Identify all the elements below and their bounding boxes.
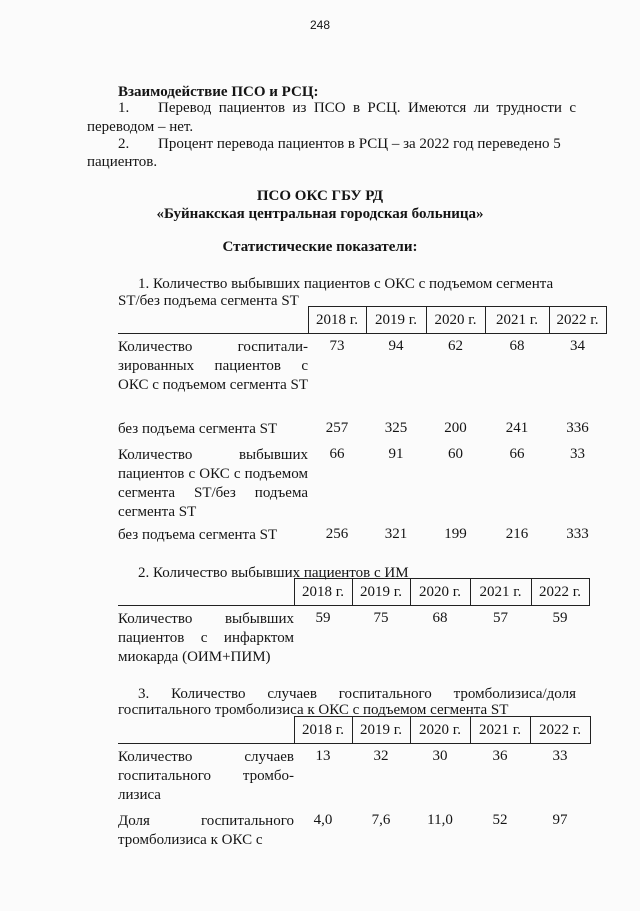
table-section3 xyxy=(118,716,591,854)
row-label: Доля госпитального тромболизиса к ОКС с xyxy=(118,812,294,848)
year-header: 2021 г. xyxy=(485,307,549,334)
cell-value: 52 xyxy=(492,811,508,828)
year-header: 2021 г. xyxy=(470,717,530,744)
cell-value: 91 xyxy=(388,445,404,462)
cell-value: 336 xyxy=(566,419,589,436)
row-label: без подъема сегмента ST xyxy=(118,526,278,543)
year-header: 2020 г. xyxy=(426,307,485,334)
cell-value: 199 xyxy=(444,525,467,542)
year-header: 2020 г. xyxy=(410,579,470,606)
year-header: 2019 г. xyxy=(352,717,410,744)
section3-caption-line1: 3. Количество случаев госпитального тромболизиса/доля xyxy=(138,686,576,702)
header-blank-cell xyxy=(118,307,308,334)
row-label: Количество случаев госпитального тромбо-лизиса xyxy=(118,749,294,803)
table-section2 xyxy=(118,578,590,668)
cell-value: 333 xyxy=(566,525,589,542)
year-header: 2022 г. xyxy=(530,717,590,744)
table-header-row xyxy=(118,307,606,334)
intro-item2-line2: пациентов. xyxy=(87,154,158,170)
cell-value: 73 xyxy=(329,338,345,354)
cell-value: 66 xyxy=(329,445,345,462)
statistics-heading: Статистические показатели: xyxy=(222,239,418,255)
cell-value: 62 xyxy=(448,338,463,354)
cell-value: 60 xyxy=(448,445,463,462)
table-row xyxy=(118,416,606,442)
year-header: 2018 г. xyxy=(294,717,352,744)
table-row xyxy=(118,522,606,548)
cell-value: 34 xyxy=(570,338,585,354)
year-header: 2019 г. xyxy=(366,307,426,334)
page-number: 248 xyxy=(309,18,331,32)
cell-value: 216 xyxy=(505,525,529,542)
cell-value: 57 xyxy=(493,610,508,626)
intro-item2-line1: Процент перевода пациентов в РСЦ – за 2022 год переведено 5 xyxy=(158,136,561,152)
intro-item2-number: 2. xyxy=(118,136,130,152)
cell-value: 68 xyxy=(432,610,448,626)
cell-value: 13 xyxy=(315,748,331,764)
year-header: 2018 г. xyxy=(308,307,366,334)
cell-value: 97 xyxy=(552,811,568,828)
row-label: Количество выбывших пациентов с ОКС с подъемом сегмента ST/без подъема сегмента ST xyxy=(118,446,308,520)
cell-value: 68 xyxy=(509,338,525,354)
intro-item1-number: 1. xyxy=(118,100,130,116)
cell-value: 75 xyxy=(373,610,389,626)
cell-value: 33 xyxy=(552,748,568,764)
hospital-name: «Буйнакская центральная городская больница» xyxy=(156,206,484,222)
row-label: Количество выбывших пациентов с инфарктом миокарда (ОИМ+ПИМ) xyxy=(118,611,294,665)
row-label: Количество госпитали-зированных пациентов с ОКС с подъемом сегмента ST xyxy=(118,339,308,393)
cell-value: 241 xyxy=(505,419,529,436)
table-section1 xyxy=(118,306,607,548)
cell-value: 59 xyxy=(552,610,568,626)
cell-value: 66 xyxy=(509,445,525,462)
year-header: 2020 г. xyxy=(410,717,470,744)
header-blank-cell xyxy=(118,579,294,606)
table-row xyxy=(118,808,590,854)
section1-caption-line2: ST/без подъема сегмента ST xyxy=(118,293,299,309)
section2-caption: 2. Количество выбывших пациентов с ИМ xyxy=(138,565,409,581)
section3-caption-line2: госпитального тромболизиса к ОКС с подъемом сегмента ST xyxy=(118,702,509,718)
table-row xyxy=(118,334,606,416)
cell-value: 256 xyxy=(325,525,349,542)
table-header-row xyxy=(118,579,589,606)
cell-value: 200 xyxy=(444,419,467,436)
cell-value: 257 xyxy=(325,419,349,436)
table-header-row xyxy=(118,717,590,744)
intro-item1-line2: переводом – нет. xyxy=(87,119,194,135)
table-row xyxy=(118,442,606,522)
cell-value: 321 xyxy=(384,525,408,542)
intro-item1-line1: Перевод пациентов из ПСО в РСЦ. Имеются ли трудности с xyxy=(158,100,576,116)
cell-value: 325 xyxy=(384,419,408,436)
year-header: 2018 г. xyxy=(294,579,352,606)
year-header: 2019 г. xyxy=(352,579,410,606)
row-label: без подъема сегмента ST xyxy=(118,420,278,437)
cell-value: 7,6 xyxy=(371,811,391,828)
table-row xyxy=(118,606,589,668)
year-header: 2022 г. xyxy=(549,307,606,334)
year-header: 2022 г. xyxy=(531,579,589,606)
cell-value: 94 xyxy=(388,338,404,354)
table-row xyxy=(118,744,590,808)
header-blank-cell xyxy=(118,717,294,744)
cell-value: 11,0 xyxy=(427,811,453,828)
intro-heading: Взаимодействие ПСО и РСЦ: xyxy=(118,84,319,100)
cell-value: 30 xyxy=(432,748,448,764)
cell-value: 33 xyxy=(570,445,585,462)
cell-value: 32 xyxy=(373,748,389,764)
cell-value: 36 xyxy=(492,748,508,764)
cell-value: 4,0 xyxy=(313,811,333,828)
cell-value: 59 xyxy=(315,610,331,626)
hospital-title: ПСО ОКС ГБУ РД xyxy=(256,188,384,204)
section1-caption-line1: 1. Количество выбывших пациентов с ОКС с подъемом сегмента xyxy=(138,276,554,292)
year-header: 2021 г. xyxy=(470,579,531,606)
